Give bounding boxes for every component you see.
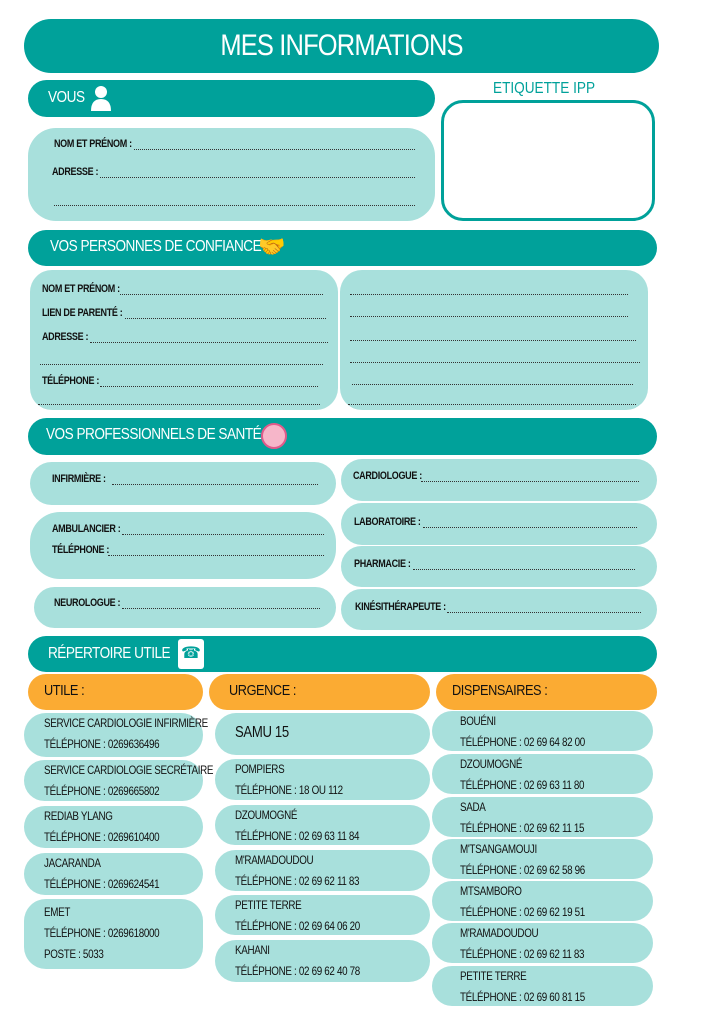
urgence-title: URGENCE : xyxy=(229,682,297,699)
address-field[interactable] xyxy=(100,177,415,178)
utile-title: UTILE : xyxy=(44,682,85,699)
dispensaires-contact-card xyxy=(432,881,653,921)
trust-relation-field[interactable] xyxy=(125,318,326,319)
urgence-header xyxy=(209,674,430,710)
contact-phone: TÉLÉPHONE : 02 69 64 82 00 xyxy=(460,735,585,749)
utile-contact-card xyxy=(24,899,203,969)
dispensaires-contact-card xyxy=(432,966,653,1006)
contact-phone: TÉLÉPHONE : 02 69 60 81 15 xyxy=(460,990,585,1004)
trust-address-field-2[interactable] xyxy=(40,364,323,365)
vous-bar xyxy=(28,80,435,117)
confiance-heading: VOS PERSONNES DE CONFIANCE xyxy=(50,238,262,255)
ambulancier-phone-field[interactable] xyxy=(108,555,324,556)
contact-name: DZOUMOGNÉ xyxy=(460,757,523,771)
contact-name: SERVICE CARDIOLOGIE SECRÉTAIRE xyxy=(44,763,214,777)
urgence-contact-card xyxy=(215,895,430,935)
contact-name: SERVICE CARDIOLOGIE INFIRMIÈRE xyxy=(44,716,208,730)
infirmiere-field[interactable] xyxy=(112,484,318,485)
trust2-field-6[interactable] xyxy=(348,404,636,405)
page-title: MES INFORMATIONS xyxy=(220,29,463,62)
ipp-label-box[interactable] xyxy=(441,100,655,221)
contact-phone: TÉLÉPHONE : 02 69 62 58 96 xyxy=(460,863,585,877)
dispensaires-contact-card xyxy=(432,754,653,794)
contact-phone: TÉLÉPHONE : 02 69 62 40 78 xyxy=(235,964,360,978)
ipp-label: ETIQUETTE IPP xyxy=(493,80,596,97)
trust2-field-5[interactable] xyxy=(352,384,633,385)
user-icon xyxy=(90,85,112,111)
contact-name: JACARANDA xyxy=(44,856,101,870)
dispensaires-contact-card xyxy=(432,839,653,879)
contact-phone: TÉLÉPHONE : 02 69 62 11 15 xyxy=(460,821,585,835)
utile-contact-card xyxy=(24,853,203,895)
contact-name: POMPIERS xyxy=(235,762,285,776)
utile-header xyxy=(28,674,203,710)
contact-phone: TÉLÉPHONE : 02 69 63 11 84 xyxy=(235,829,360,843)
contact-phone: TÉLÉPHONE : 0269624541 xyxy=(44,877,160,891)
laboratoire-field[interactable] xyxy=(423,527,637,528)
trust2-field-4[interactable] xyxy=(350,362,640,363)
contact-phone: TÉLÉPHONE : 0269618000 xyxy=(44,926,160,940)
trust2-field-1[interactable] xyxy=(350,294,628,295)
trust-address-field[interactable] xyxy=(90,342,328,343)
doctor-patient-icon xyxy=(261,423,287,449)
laboratoire-card xyxy=(341,503,657,545)
utile-contact-card xyxy=(24,760,214,801)
trust2-field-3[interactable] xyxy=(350,340,636,341)
vous-panel xyxy=(28,128,435,221)
vous-heading: VOUS xyxy=(48,89,85,106)
dispensaires-contact-card xyxy=(432,797,653,837)
contact-phone: TÉLÉPHONE : 02 69 63 11 80 xyxy=(460,778,585,792)
infirmiere-card xyxy=(30,462,336,505)
contact-name: REDIAB YLANG xyxy=(44,809,113,823)
pros-bar xyxy=(28,418,657,455)
address-field-2[interactable] xyxy=(54,205,415,206)
contact-phone: TÉLÉPHONE : 02 69 62 11 83 xyxy=(460,947,585,961)
ambulancier-label: AMBULANCIER : xyxy=(52,523,121,535)
utile-contact-card xyxy=(24,713,208,757)
contact-name: M'TSANGAMOUJI xyxy=(460,842,537,856)
trust-name-label: NOM ET PRÉNOM : xyxy=(42,283,120,295)
kine-card xyxy=(341,589,657,630)
contact-phone: TÉLÉPHONE : 02 69 64 06 20 xyxy=(235,919,360,933)
contact-name: SADA xyxy=(460,800,486,814)
kine-label: KINÉSITHÉRAPEUTE : xyxy=(355,601,446,613)
contact-phone: TÉLÉPHONE : 0269636496 xyxy=(44,737,160,751)
dispensaires-contact-card xyxy=(432,923,653,963)
title-bar xyxy=(24,19,659,73)
trust-relation-label: LIEN DE PARENTÉ : xyxy=(42,307,123,319)
phone-book-icon: ☎ xyxy=(178,639,204,669)
dispensaires-contact-card xyxy=(432,711,653,751)
contact-name: DZOUMOGNÉ xyxy=(235,808,298,822)
address-label: ADRESSE : xyxy=(52,166,99,178)
confiance-panel-1 xyxy=(30,270,338,410)
urgence-contact-card xyxy=(215,940,430,982)
contact-name: EMET xyxy=(44,905,71,919)
name-field[interactable] xyxy=(134,149,415,150)
contact-name: PETITE TERRE xyxy=(460,969,527,983)
cardiologue-field[interactable] xyxy=(421,481,639,482)
trust-name-field[interactable] xyxy=(120,294,323,295)
contact-phone: TÉLÉPHONE : 18 OU 112 xyxy=(235,783,343,797)
confiance-panel-2 xyxy=(340,270,648,410)
kine-field[interactable] xyxy=(447,612,641,613)
contact-name: BOUÉNI xyxy=(460,714,496,728)
urgence-contact-card xyxy=(215,713,430,755)
utile-contact-card xyxy=(24,806,203,848)
dispensaires-header xyxy=(436,674,657,710)
contact-phone: TÉLÉPHONE : 02 69 62 11 83 xyxy=(235,874,360,888)
cardiologue-card xyxy=(341,459,657,501)
cardiologue-label: CARDIOLOGUE : xyxy=(353,470,422,482)
repertoire-heading: RÉPERTOIRE UTILE xyxy=(48,645,171,662)
contact-name: MTSAMBORO xyxy=(460,884,522,898)
ambulancier-card xyxy=(30,512,336,579)
trust-address-label: ADRESSE : xyxy=(42,331,89,343)
contact-name: KAHANI xyxy=(235,943,270,957)
pharmacie-field[interactable] xyxy=(413,569,635,570)
neurologue-field[interactable] xyxy=(122,608,320,609)
contact-name: SAMU 15 xyxy=(235,724,289,741)
contact-phone: TÉLÉPHONE : 02 69 62 19 51 xyxy=(460,905,585,919)
urgence-contact-card xyxy=(215,759,430,800)
urgence-contact-card xyxy=(215,850,430,891)
infirmiere-label: INFIRMIÈRE : xyxy=(52,473,106,485)
neurologue-label: NEUROLOGUE : xyxy=(54,597,121,609)
pros-heading: VOS PROFESSIONNELS DE SANTÉ xyxy=(46,426,262,443)
repertoire-bar xyxy=(28,636,657,672)
contact-name: M'RAMADOUDOU xyxy=(235,853,314,867)
dispensaires-title: DISPENSAIRES : xyxy=(452,682,548,699)
trust-phone-field[interactable] xyxy=(100,386,318,387)
neurologue-card xyxy=(34,587,336,628)
handshake-icon: 🤝 xyxy=(258,234,286,259)
trust2-field-2[interactable] xyxy=(350,316,628,317)
contact-extension: POSTE : 5033 xyxy=(44,947,104,961)
pharmacie-card xyxy=(341,546,657,587)
ambulancier-field[interactable] xyxy=(122,534,324,535)
contact-name: PETITE TERRE xyxy=(235,898,302,912)
trust-phone-label: TÉLÉPHONE : xyxy=(42,375,100,387)
urgence-contact-card xyxy=(215,805,430,845)
contact-phone: TÉLÉPHONE : 0269610400 xyxy=(44,830,160,844)
pharmacie-label: PHARMACIE : xyxy=(354,558,411,570)
name-label: NOM ET PRÉNOM : xyxy=(54,138,132,150)
contact-name: M'RAMADOUDOU xyxy=(460,926,539,940)
trust-extra-field[interactable] xyxy=(38,404,320,405)
contact-phone: TÉLÉPHONE : 0269665802 xyxy=(44,784,160,798)
confiance-bar xyxy=(28,230,657,266)
ambulancier-phone-label: TÉLÉPHONE : xyxy=(52,544,110,556)
laboratoire-label: LABORATOIRE : xyxy=(354,516,421,528)
